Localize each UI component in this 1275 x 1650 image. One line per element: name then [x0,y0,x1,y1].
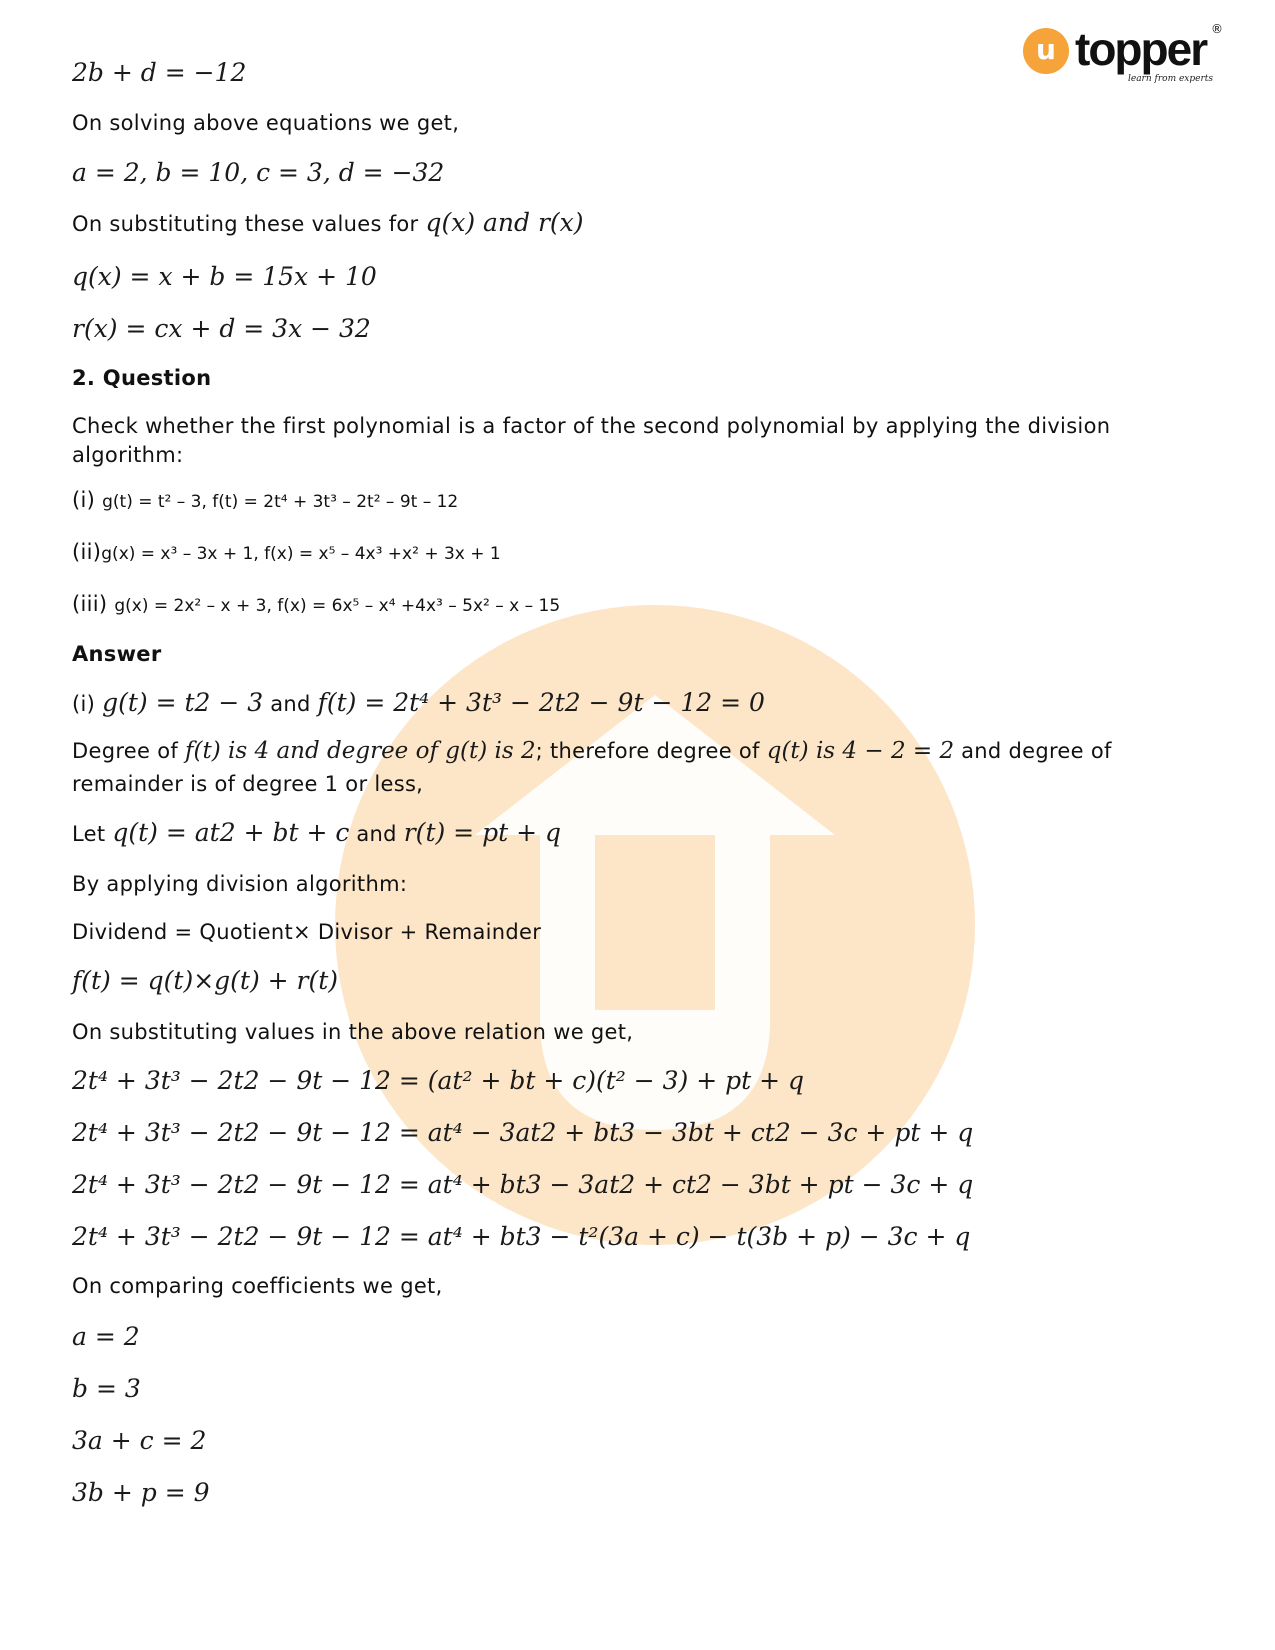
text-line: By applying division algorithm: [72,872,408,896]
equation-line: a = 2, b = 10, c = 3, d = −32 [72,158,445,187]
equation-line: f(t) = q(t)×g(t) + r(t) [72,966,339,995]
question-heading: 2. Question [72,366,212,390]
question-part: (i) g(t) = t² – 3, f(t) = 2t⁴ + 3t³ – 2t² – 9t – 12 [72,488,459,512]
equation-line: 2t⁴ + 3t³ − 2t2 − 9t − 12 = at⁴ + bt3 − 3at2 + ct2 − 3bt + pt − 3c + q [72,1170,974,1199]
registered-mark: ® [1211,22,1223,36]
text-line: Let q(t) = at2 + bt + c and r(t) = pt + q [72,818,561,847]
answer-heading: Answer [72,642,162,666]
equation-line: 3b + p = 9 [72,1478,210,1507]
text-line: On solving above equations we get, [72,111,460,135]
equation-line: q(x) = x + b = 15x + 10 [72,262,377,291]
u-arrow-icon: u [1023,28,1069,74]
question-part: (iii) g(x) = 2x² – x + 3, f(x) = 6x⁵ – x⁴ +4x³ – 5x² – x – 15 [72,592,561,616]
text-line: On substituting these values for q(x) and r(x) [72,208,584,237]
equation-line: a = 2 [72,1322,140,1351]
text-line: Degree of f(t) is 4 and degree of g(t) is 2; therefore degree of q(t) is 4 − 2 = 2 and degree of [72,738,1112,764]
equation-line: b = 3 [72,1374,141,1403]
logo-wordmark: topper [1075,23,1207,75]
equation-line: 2t⁴ + 3t³ − 2t2 − 9t − 12 = at⁴ + bt3 − t²(3a + c) − t(3b + p) − 3c + q [72,1222,971,1251]
text-line: On comparing coefficients we get, [72,1274,443,1298]
text-line: On substituting values in the above relation we get, [72,1020,634,1044]
question-part: (ii)g(x) = x³ – 3x + 1, f(x) = x⁵ – 4x³ +x² + 3x + 1 [72,540,501,564]
equation-line: r(x) = cx + d = 3x − 32 [72,314,371,343]
equation-line: 2t⁴ + 3t³ − 2t2 − 9t − 12 = at⁴ − 3at2 + bt3 − 3bt + ct2 − 3c + pt + q [72,1118,974,1147]
logo-tagline: learn from experts [1127,74,1213,84]
text-line: remainder is of degree 1 or less, [72,772,424,796]
equation-line: 2t⁴ + 3t³ − 2t2 − 9t − 12 = (at² + bt + c)(t² − 3) + pt + q [72,1066,805,1095]
topper-logo [1023,22,1223,92]
equation-line: 3a + c = 2 [72,1426,207,1455]
answer-line: (i) g(t) = t2 − 3 and f(t) = 2t⁴ + 3t³ − 2t2 − 9t − 12 = 0 [72,688,765,717]
question-text: Check whether the first polynomial is a factor of the second polynomial by applying the division algorithm: [72,414,1111,467]
equation-line: 2b + d = −12 [72,58,247,87]
text-line: Dividend = Quotient× Divisor + Remainder [72,920,542,944]
